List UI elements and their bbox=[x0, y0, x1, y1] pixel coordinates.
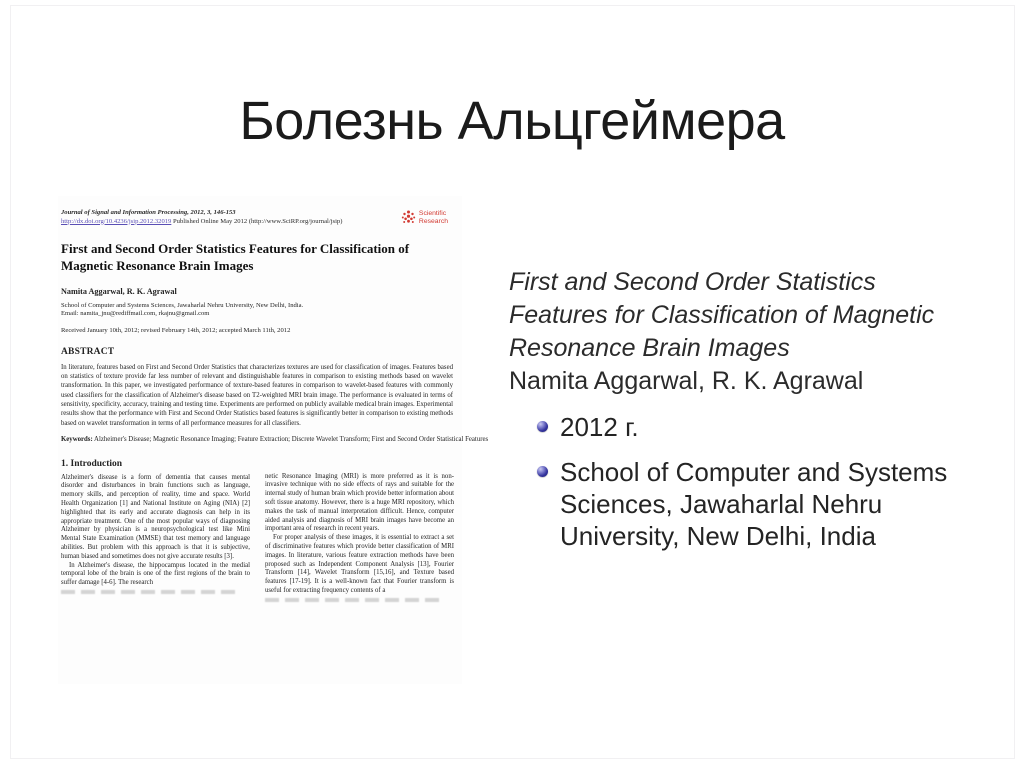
intro-paragraph-3: netic Resonance Imaging (MRI) is more preferred as it is non-invasive technique with no side effects of rays and suitable for the internal study of human brain which provide better information about soft tissue anatomy. However, there is a huge MRI repository, which makes the task of manual interpretation difficult. Hence, computer aided analysis and diagnosis of MRI brain images have become an important area of research in recent years. bbox=[265, 472, 454, 533]
paper-title: First and Second Order Statistics Features for Classification of Magnetic Resonance Brain Images bbox=[61, 241, 410, 273]
paper-header bbox=[61, 209, 454, 226]
ball-bullet-icon bbox=[537, 466, 548, 477]
keywords-line bbox=[61, 436, 489, 445]
citation-panel bbox=[509, 266, 979, 552]
bullet-affiliation bbox=[560, 456, 947, 552]
intro-paragraph-1: Alzheimer's disease is a form of dementia that causes mental disorder and disturbances in brain functions such as language, memory skills, and perception of reality, time and space. World Health Organization [1] and National Institute on Aging (NIA) [2] highlighted that its early and accurate diagnosis can help in its appropriate treatment. One of the most popular ways of diagnosing Alzheimer by physician is a neuropsychological test like Mini Mental State Examination (MMSE) that test memory and language abilities. But problem with this approach is that it is subjective, human biased and sometimes does not give accurate results [3]. bbox=[61, 473, 250, 560]
journal-citation-line: Journal of Signal and Information Processing, 2012, 3, 146-153 bbox=[61, 209, 236, 216]
paper-right-column bbox=[265, 459, 454, 602]
keywords-label: Keywords: bbox=[61, 435, 93, 443]
slide-title: Болезнь Альцгеймера bbox=[239, 91, 785, 152]
ball-bullet-icon bbox=[537, 421, 548, 432]
journal-info bbox=[61, 209, 342, 226]
introduction-heading: 1. Introduction bbox=[61, 458, 123, 469]
intro-paragraph-4: For proper analysis of these images, it is essential to extract a set of discriminative features which provide better classification of MRI images. In literature, various feature extraction methods have been proposed such as Independent Component Analysis [13], Fourier Transform [14], Wavelet Transform [15,16], and Texture based features [17-19]. It is a well-known fact that Fourier transform is useful for extracting frequency contents of a bbox=[265, 534, 454, 595]
logo-text-line1: Scientific bbox=[418, 210, 447, 217]
bullet-line: Sciences, Jawaharlal Nehru bbox=[560, 489, 883, 519]
published-online-text: Published Online May 2012 (http://www.SciRP.org/journal/jsip) bbox=[171, 217, 343, 225]
faded-cutoff-line bbox=[265, 598, 443, 602]
paper-affiliation bbox=[61, 302, 454, 319]
paper-two-column-body bbox=[61, 459, 454, 602]
keywords-text: Alzheimer's Disease; Magnetic Resonance Imaging; Feature Extraction; Discrete Wavelet Transform; First and Second Order Statistical Features bbox=[92, 435, 489, 443]
scientific-research-logo-icon bbox=[401, 210, 416, 225]
cited-paper-title-line: Features for Classification of Magnetic bbox=[509, 301, 935, 329]
abstract-heading: ABSTRACT bbox=[61, 346, 115, 357]
faded-cutoff-line bbox=[61, 590, 239, 594]
affiliation-line: School of Computer and Systems Sciences, Jawaharlal Nehru University, New Delhi, India. bbox=[61, 302, 304, 309]
logo-text-line2: Research bbox=[418, 217, 448, 225]
journal-doi-line bbox=[61, 218, 342, 227]
cited-paper-title-line: Resonance Brain Images bbox=[509, 334, 790, 362]
bullet-line: School of Computer and Systems bbox=[560, 457, 948, 487]
cited-paper-title-line: First and Second Order Statistics bbox=[509, 268, 876, 296]
received-dates-line: Received January 10th, 2012; revised February 14th, 2012; accepted March 11th, 2012 bbox=[61, 326, 291, 334]
list-item bbox=[537, 411, 979, 443]
abstract-text: In literature, features based on First and Second Order Statistics that characterizes textures are used for classification of images. Features based on statistics of texture provide far less number of relevant and distinguishable features in comparison to existing methods based on wavelet transformation. In this paper, we investigated performance of texture-based features in comparison to wavelet-based features with commonly used classifiers for the classification of Alzheimer's disease based on T2-weighted MRI brain image. The performance is evaluated in terms of sensitivity, specificity, accuracy, training and testing time. Experiments are performed on publicly available medical brain images. Experimental results show that the performance with First and Second Order Statistics based features is significantly better in comparison to existing methods based on wavelet transformation in terms of all performance measures for all classifiers. bbox=[61, 363, 453, 427]
paper-first-page-image bbox=[58, 196, 489, 684]
scientific-research-logo bbox=[401, 210, 448, 225]
bullet-line: University, New Delhi, India bbox=[560, 521, 876, 551]
intro-paragraph-2: In Alzheimer's disease, the hippocampus located in the medial temporal lobe of the brain is one of the first regions of the brain to suffer damage [4-6]. The research bbox=[61, 561, 250, 587]
logo-text bbox=[419, 210, 448, 225]
bullet-line: 2012 г. bbox=[560, 412, 639, 442]
paper-left-column bbox=[61, 459, 250, 602]
doi-link: http://dx.doi.org/10.4236/jsip.2012.32019 bbox=[61, 217, 172, 225]
paper-authors: Namita Aggarwal, R. K. Agrawal bbox=[61, 287, 177, 296]
email-line: Email: namita_jnu@rediffmail.com, rkajnu@gmail.com bbox=[61, 310, 210, 318]
cited-paper-authors: Namita Aggarwal, R. K. Agrawal bbox=[509, 367, 864, 395]
bullet-list bbox=[509, 411, 979, 552]
bullet-year bbox=[560, 411, 639, 443]
list-item bbox=[537, 456, 979, 552]
